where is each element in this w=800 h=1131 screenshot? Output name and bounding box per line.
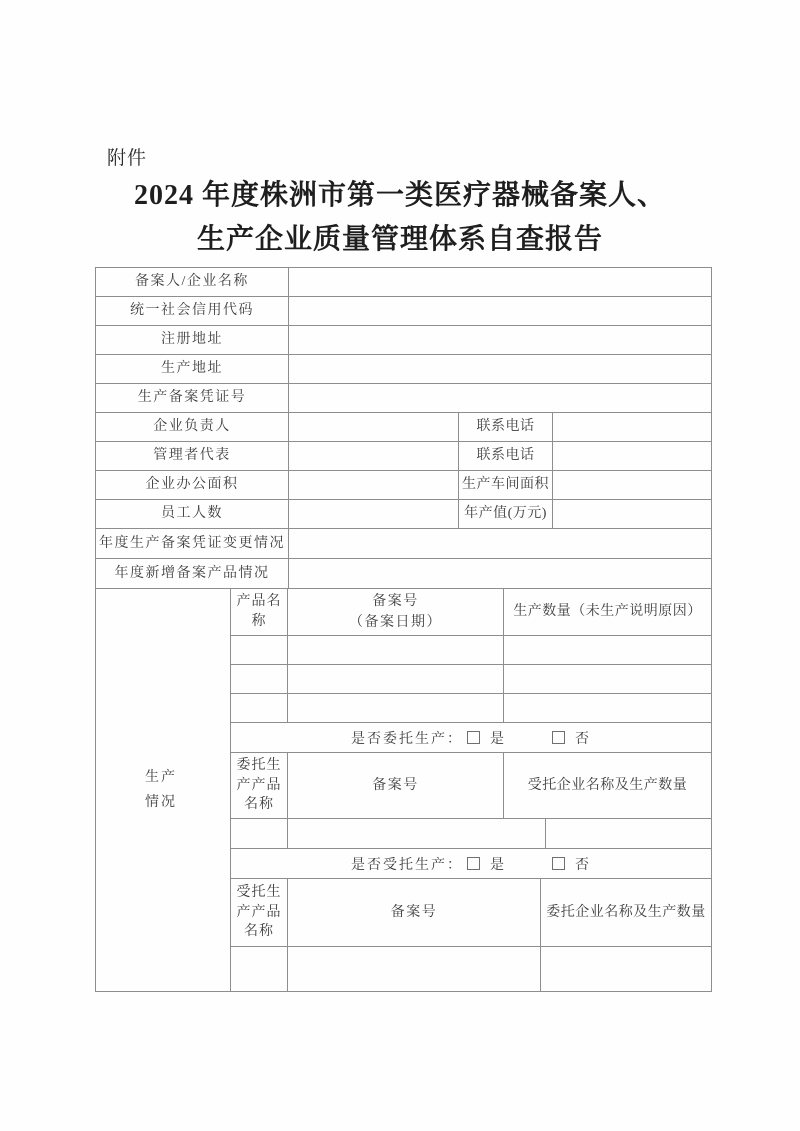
accept-no-label: 否 xyxy=(575,857,591,873)
empty-cell xyxy=(231,947,288,991)
row-record-change xyxy=(96,529,711,559)
entrust-product-name-header: 委托生产产品名称 xyxy=(231,753,288,818)
row-value-cell xyxy=(289,500,459,528)
row-production-record-no xyxy=(96,384,711,413)
empty-cell xyxy=(546,819,711,848)
row-label-2: 联系电话 xyxy=(459,413,553,441)
row-value-cell-2 xyxy=(553,442,711,470)
row-label: 备案人/企业名称 xyxy=(96,268,289,296)
row-label-2: 生产车间面积 xyxy=(459,471,553,499)
own-record-no-header xyxy=(288,589,504,635)
row-label: 企业办公面积 xyxy=(96,471,289,499)
row-label: 生产备案凭证号 xyxy=(96,384,289,412)
row-label: 管理者代表 xyxy=(96,442,289,470)
row-production-address xyxy=(96,355,711,384)
entrust-no-checkbox xyxy=(552,731,565,744)
own-product-name-header: 产品名称 xyxy=(231,589,288,635)
row-label: 年度新增备案产品情况 xyxy=(96,559,289,588)
row-label: 员工人数 xyxy=(96,500,289,528)
row-label-2: 年产值(万元) xyxy=(459,500,553,528)
row-value-cell-2 xyxy=(553,500,711,528)
empty-cell xyxy=(504,636,711,664)
row-value-cell xyxy=(289,384,711,412)
entrust-question-row xyxy=(231,723,711,753)
empty-cell xyxy=(288,947,541,991)
row-value-cell xyxy=(289,529,711,558)
row-employee-count xyxy=(96,500,711,529)
entrust-yes-label: 是 xyxy=(490,731,506,747)
empty-cell xyxy=(541,947,711,991)
row-value-cell xyxy=(289,326,711,354)
accept-product-name-header: 受托生产产品名称 xyxy=(231,879,288,946)
row-value-cell xyxy=(289,471,459,499)
empty-cell xyxy=(504,694,711,722)
row-value-cell xyxy=(289,268,711,296)
entrust-yes-checkbox xyxy=(467,731,480,744)
row-label: 生产地址 xyxy=(96,355,289,383)
accept-question-label: 是否受托生产： xyxy=(351,857,463,873)
accept-yes-checkbox xyxy=(467,857,480,870)
accept-partner-header: 委托企业名称及生产数量 xyxy=(546,904,706,920)
row-label: 统一社会信用代码 xyxy=(96,297,289,325)
row-label: 企业负责人 xyxy=(96,413,289,441)
row-label: 注册地址 xyxy=(96,326,289,354)
own-quantity-header: 生产数量（未生产说明原因） xyxy=(513,604,702,620)
entrust-empty-row xyxy=(231,819,711,849)
own-production-empty-row xyxy=(231,636,711,665)
row-value-cell xyxy=(289,413,459,441)
own-production-empty-row xyxy=(231,665,711,694)
accept-no-checkbox xyxy=(552,857,565,870)
empty-cell xyxy=(288,819,546,848)
accept-record-no-header: 备案号 xyxy=(288,879,541,946)
row-label-2: 联系电话 xyxy=(459,442,553,470)
accept-empty-row xyxy=(231,947,711,991)
row-registered-address xyxy=(96,326,711,355)
entrust-partner-header: 受托企业名称及生产数量 xyxy=(527,777,688,793)
document-title xyxy=(0,174,800,262)
entrust-no-label: 否 xyxy=(575,731,591,747)
row-value-cell xyxy=(289,442,459,470)
production-subtable xyxy=(231,589,711,991)
own-production-empty-row xyxy=(231,694,711,723)
production-section xyxy=(96,589,711,991)
row-office-area xyxy=(96,471,711,500)
empty-cell xyxy=(288,636,504,664)
row-management-rep xyxy=(96,442,711,471)
empty-cell xyxy=(504,665,711,693)
row-value-cell xyxy=(289,355,711,383)
title-line-1: 2024 年度株洲市第一类医疗器械备案人、 xyxy=(133,180,666,211)
attachment-label: 附件 xyxy=(107,148,148,169)
production-section-label-cell xyxy=(96,589,231,991)
entrust-question-label: 是否委托生产： xyxy=(351,731,463,747)
row-new-products xyxy=(96,559,711,589)
row-company-name xyxy=(96,268,711,297)
own-production-header-row xyxy=(231,589,711,636)
accept-question-row xyxy=(231,849,711,879)
record-no-header-line2: （备案日期） xyxy=(349,615,442,630)
empty-cell xyxy=(231,665,288,693)
row-value-cell-2 xyxy=(553,471,711,499)
row-value-cell xyxy=(289,297,711,325)
self-inspection-form-table xyxy=(95,267,712,992)
accept-yes-label: 是 xyxy=(490,857,506,873)
row-value-cell-2 xyxy=(553,413,711,441)
empty-cell xyxy=(231,636,288,664)
entrust-record-no-header: 备案号 xyxy=(288,753,504,818)
row-value-cell xyxy=(289,559,711,588)
empty-cell xyxy=(231,819,288,848)
accept-header-row xyxy=(231,879,711,947)
empty-cell xyxy=(288,665,504,693)
title-line-2: 生产企业质量管理体系自查报告 xyxy=(196,224,603,255)
entrust-header-row xyxy=(231,753,711,819)
production-section-label: 生产情况 xyxy=(145,769,177,810)
row-label: 年度生产备案凭证变更情况 xyxy=(96,529,289,558)
record-no-header-line1: 备案号 xyxy=(372,594,419,609)
row-person-in-charge xyxy=(96,413,711,442)
empty-cell xyxy=(231,694,288,722)
row-credit-code xyxy=(96,297,711,326)
empty-cell xyxy=(288,694,504,722)
